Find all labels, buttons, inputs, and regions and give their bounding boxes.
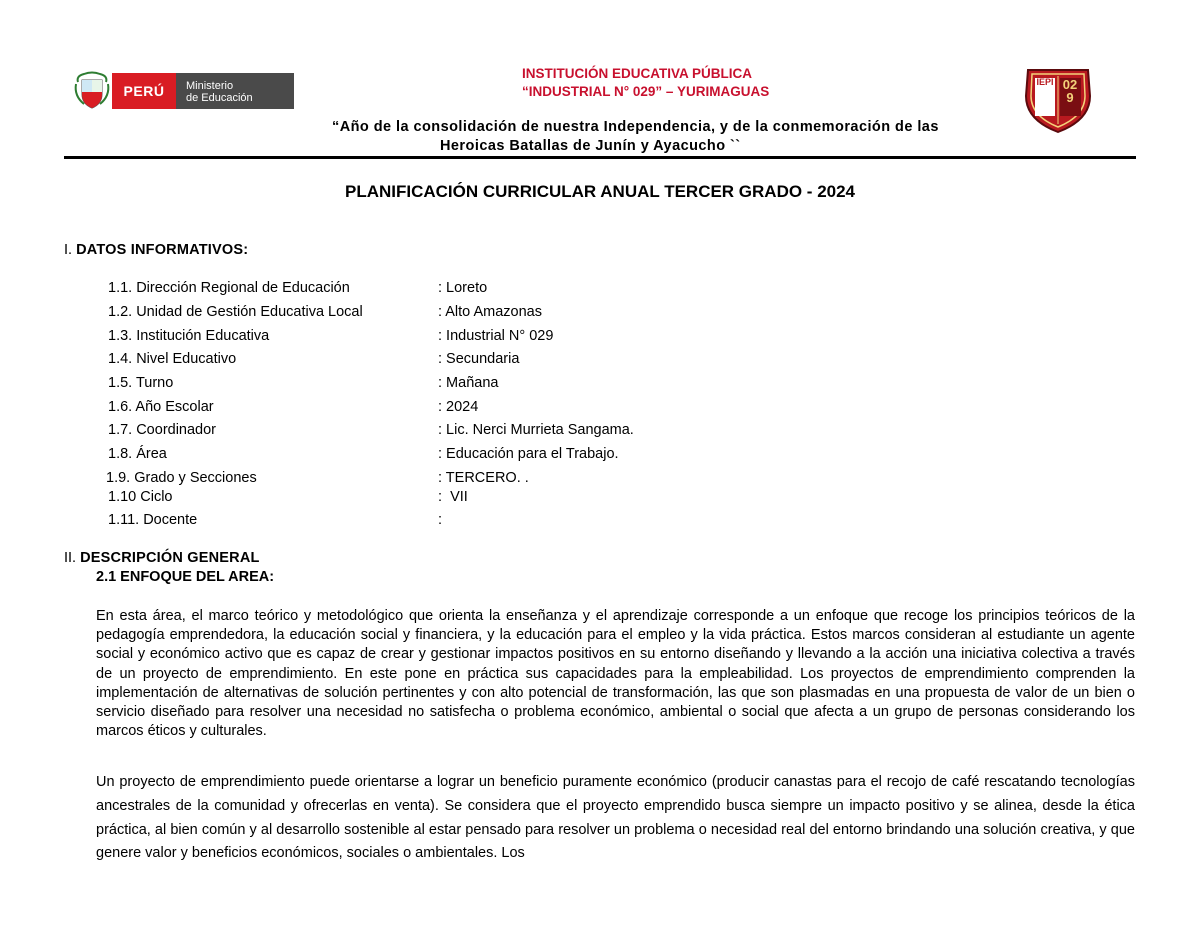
info-value: : Secundaria [438, 351, 520, 367]
info-row [108, 489, 808, 509]
school-logo-number: 029 [1062, 77, 1078, 105]
school-shield-logo [1022, 66, 1094, 134]
enfoque-paragraph-1: En esta área, el marco teórico y metodológico que orienta la enseñanza y el aprendizaje corresponde a un enfoque que recoge los principios teóricos de la pedagogía emprendedora, la educación social y financiera, y la educación para el empleo y la vida práctica. Estos marcos consideran al estudiante un agente social y económico activo que es capaz de crear y gestionar impactos positivos en su entorno diseñando y llevando a la acción una iniciativa colectiva a través de un proyecto de emprendimiento. En este pone en práctica sus capacidades para la empleabilidad. Los proyectos de emprendimiento comprenden la implementación de alternativas de solución pertinentes y con alto potencial de transformación, las que son plasmadas en una propuesta de valor de un bien o servicio diseñado para resolver una necesidad no satisfecha o problema económico, ambiental o social que afecta a un grupo de personas considerando los marcos éticos y culturales. [96, 608, 1135, 740]
info-label: 1.8. Área [108, 446, 167, 462]
info-value: : TERCERO. . [438, 470, 529, 486]
section-descripcion-general-heading [64, 550, 260, 566]
info-value: : [438, 512, 443, 528]
info-row [108, 328, 808, 348]
info-value: : VII [438, 489, 468, 505]
info-value: : 2024 [438, 399, 479, 415]
info-row [108, 399, 808, 419]
info-label: 1.10 Ciclo [108, 489, 173, 505]
ministry-label [176, 73, 294, 109]
year-motto-line2: Heroicas Batallas de Junín y Ayacucho `` [440, 138, 741, 154]
info-label: 1.9. Grado y Secciones [106, 470, 257, 486]
institution-subtitle: “INDUSTRIAL N° 029” – YURIMAGUAS [522, 84, 770, 99]
info-row [108, 422, 808, 442]
year-motto-line1: “Año de la consolidación de nuestra Independencia, y de la conmemoración de las [332, 119, 939, 135]
info-value: : Loreto [438, 280, 488, 296]
info-row [108, 351, 808, 371]
section-1-numeral: I. [64, 242, 77, 258]
peru-label: PERÚ [112, 73, 176, 109]
info-value: : Educación para el Trabajo. [438, 446, 619, 462]
info-row [108, 375, 808, 395]
info-row [108, 512, 808, 532]
info-label: 1.1. Dirección Regional de Educación [108, 280, 350, 296]
subsection-enfoque-heading: 2.1 ENFOQUE DEL AREA: [96, 569, 275, 585]
enfoque-paragraph-2: Un proyecto de emprendimiento puede orientarse a lograr un beneficio puramente económico (producir canastas para el recojo de café rescatando tecnologías ancestrales de la comunidad y ofrecerlas en venta). Se considera que el proyecto emprendido busca siempre un impacto positivo y se alinea, desde la ética práctica, al bien común y al desarrollo sostenible al estar pensado para resolver un problema o necesidad real del entorno brindando una solución creativa, y que genere valor y beneficios económicos, sociales o ambientales. Los [96, 774, 1135, 862]
info-label: 1.5. Turno [108, 375, 174, 391]
info-label: 1.6. Año Escolar [108, 399, 214, 415]
section-1-title: DATOS INFORMATIVOS: [76, 242, 249, 258]
ministerio-educacion-logo [72, 70, 294, 112]
info-row [106, 470, 806, 490]
section-2-numeral: II. [64, 550, 81, 566]
info-value: : Industrial N° 029 [438, 328, 554, 344]
info-row [108, 304, 808, 324]
header-divider [64, 156, 1136, 159]
info-value: : Lic. Nerci Murrieta Sangama. [438, 422, 634, 438]
section-datos-informativos-heading [64, 242, 248, 258]
ministry-label-line2: de Educación [186, 92, 253, 104]
ministry-label-line1: Ministerio [186, 80, 234, 92]
section-2-title: DESCRIPCIÓN GENERAL [80, 550, 260, 566]
info-value: : Alto Amazonas [438, 304, 542, 320]
info-label: 1.7. Coordinador [108, 422, 217, 438]
info-label: 1.3. Institución Educativa [108, 328, 270, 344]
peru-coat-of-arms-icon [72, 70, 112, 112]
info-row [108, 446, 808, 466]
info-row [108, 280, 808, 300]
institution-name: INSTITUCIÓN EDUCATIVA PÚBLICA [522, 66, 752, 81]
school-logo-letters: IEPI [1036, 77, 1054, 87]
info-label: 1.4. Nivel Educativo [108, 351, 237, 367]
info-label: 1.2. Unidad de Gestión Educativa Local [108, 304, 363, 320]
document-title: PLANIFICACIÓN CURRICULAR ANUAL TERCER GRADO - 2024 [344, 182, 856, 201]
info-value: : Mañana [438, 375, 499, 391]
info-label: 1.11. Docente [108, 512, 198, 528]
